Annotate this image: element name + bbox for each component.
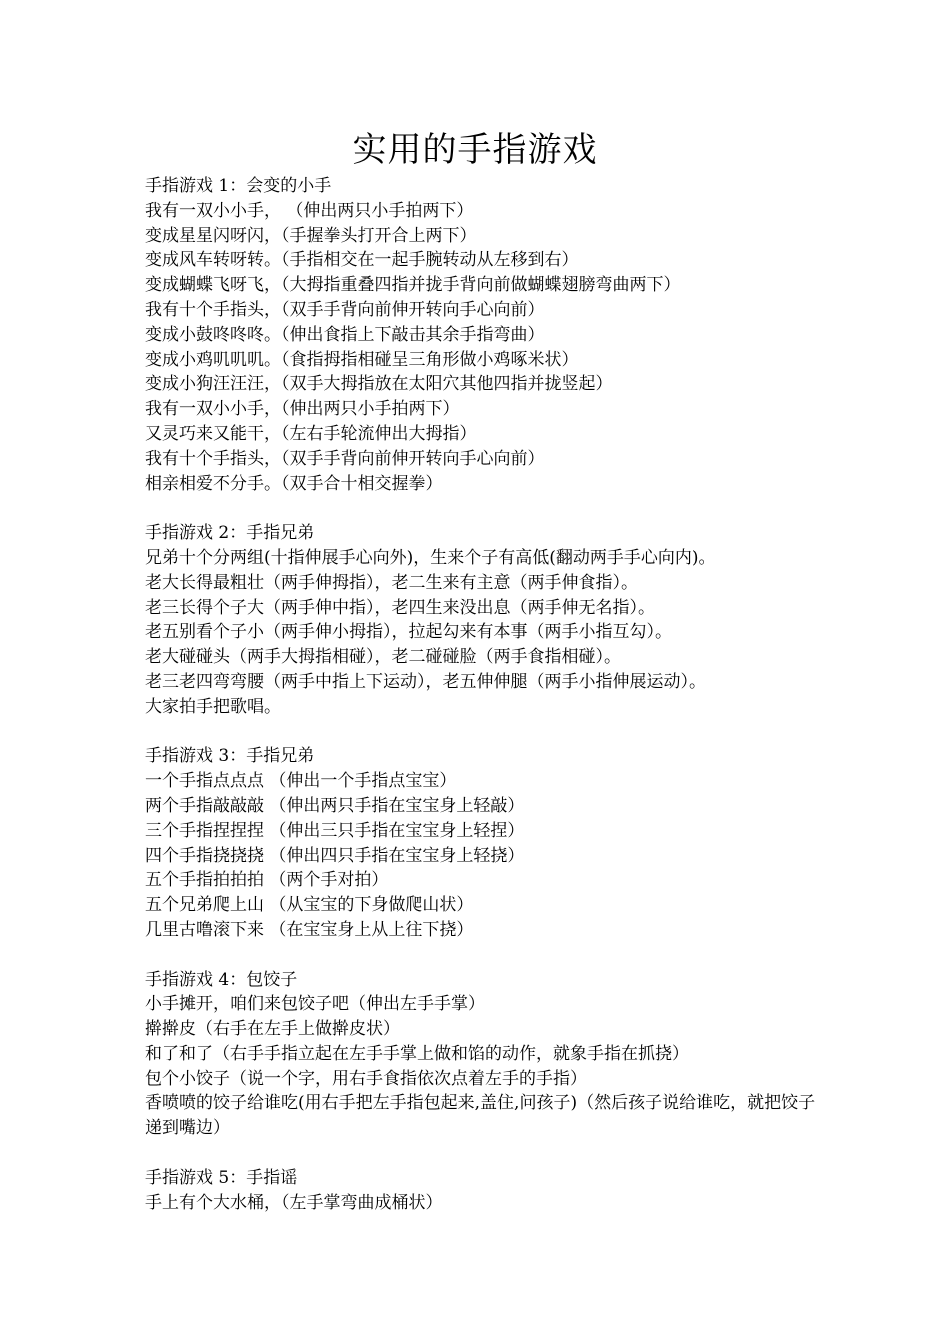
text-line: 变成小鸡叽叽叽。（食指拇指相碰呈三角形做小鸡啄米状） [145,349,579,370]
text-line: 三个手指捏捏捏 （伸出三只手指在宝宝身上轻捏） [145,820,525,841]
page-title: 实用的手指游戏 [352,130,598,170]
text-line: 又灵巧来又能干，（左右手轮流伸出大拇指） [145,423,477,444]
text-line: 变成风车转呀转。（手指相交在一起手腕转动从左移到右） [145,250,579,271]
text-line: 我有一双小小手， （伸出两只小手拍两下） [145,200,474,221]
section-game-3 [145,744,817,942]
text-line: 和了和了（右手手指立起在左手手掌上做和馅的动作，就象手指在抓挠） [145,1043,689,1064]
text-line: 五个兄弟爬上山 （从宝宝的下身做爬山状） [145,895,474,916]
text-line: 四个手指挠挠挠 （伸出四只手指在宝宝身上轻挠） [145,845,525,866]
text-line: 我有十个手指头，（双手手背向前伸开转向手心向前） [145,448,545,469]
text-line: 几里古噜滚下来 （在宝宝身上从上往下挠） [145,919,474,940]
text-line: 变成星星闪呀闪，（手握拳头打开合上两下） [145,225,477,246]
section-game-2 [145,521,817,719]
text-line: 五个手指拍拍拍 （两个手对拍） [145,870,389,891]
paragraph-gap [145,720,817,745]
text-line: 手上有个大水桶，（左手掌弯曲成桶状） [145,1192,443,1213]
text-line: 相亲相爱不分手。（双手合十相交握拳） [145,473,443,494]
text-line: 擀擀皮（右手在左手上做擀皮状） [145,1019,400,1040]
section-game-5 [145,1166,817,1216]
paragraph-gap [145,943,817,968]
text-line: 兄弟十个分两组(十指伸展手心向外)，生来个子有高低(翻动两手手心向内)。 [145,547,716,568]
text-line: 变成蝴蝶飞呀飞，（大拇指重叠四指并拢手背向前做蝴蝶翅膀弯曲两下） [145,275,681,296]
text-line: 小手摊开，咱们来包饺子吧（伸出左手手掌） [145,994,485,1015]
document-body [145,174,817,1215]
section-heading: 手指游戏 2：手指兄弟 [145,523,315,544]
paragraph-gap [145,496,817,521]
text-line: 老五别看个子小（两手伸小拇指），拉起勾来有本事（两手小指互勾）。 [145,622,672,643]
section-heading: 手指游戏 4：包饺子 [145,969,298,990]
paragraph-gap [145,1141,817,1166]
text-line: 我有十个手指头，（双手手背向前伸开转向手心向前） [145,299,545,320]
text-line: 我有一双小小手，（伸出两只小手拍两下） [145,399,460,420]
text-line: 变成小鼓咚咚咚。（伸出食指上下敲击其余手指弯曲） [145,324,545,345]
text-line: 两个手指敲敲敲 （伸出两只手指在宝宝身上轻敲） [145,795,525,816]
text-line: 变成小狗汪汪汪，（双手大拇指放在太阳穴其他四指并拢竖起） [145,374,613,395]
section-heading: 手指游戏 1：会变的小手 [145,176,332,196]
text-line: 一个手指点点点 （伸出一个手指点宝宝） [145,771,457,792]
text-line: 老三老四弯弯腰（两手中指上下运动），老五伸伸腿（两手小指伸展运动）。 [145,671,706,692]
section-heading: 手指游戏 3：手指兄弟 [145,746,315,767]
text-line: 老大长得最粗壮（两手伸拇指），老二生来有主意（两手伸食指）。 [145,572,638,593]
section-game-1 [145,174,817,496]
text-line: 老三长得个子大（两手伸中指），老四生来没出息（两手伸无名指）。 [145,597,655,618]
section-game-4 [145,968,817,1142]
text-line: 香喷喷的饺子给谁吃(用右手把左手指包起来,盖住,问孩子)（然后孩子说给谁吃，就把饺子递到嘴边） [145,1093,816,1139]
section-heading: 手指游戏 5：手指谣 [145,1167,298,1188]
text-line: 包个小饺子（说一个字，用右手食指依次点着左手的手指） [145,1068,587,1089]
text-line: 大家拍手把歌唱。 [145,696,281,717]
text-line: 老大碰碰头（两手大拇指相碰），老二碰碰脸（两手食指相碰）。 [145,647,621,668]
